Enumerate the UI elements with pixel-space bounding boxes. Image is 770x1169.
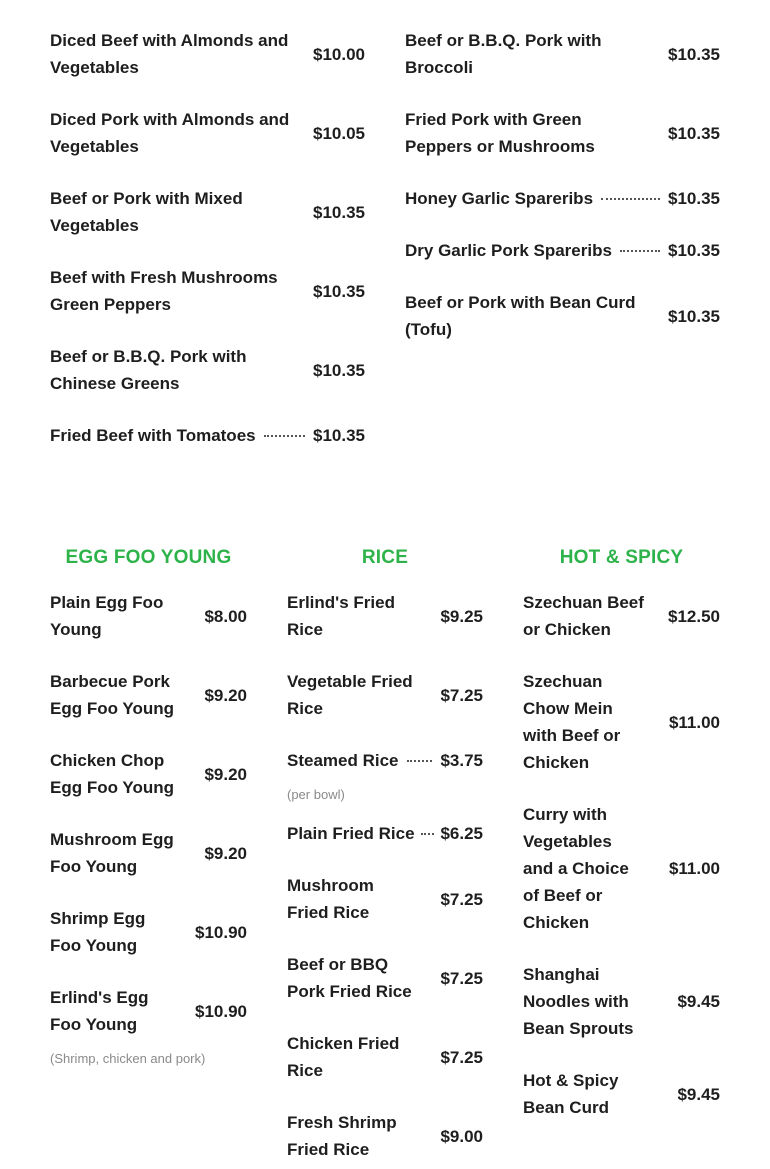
- item-name: Diced Pork with Almonds and Vegetables: [50, 110, 290, 156]
- item-name: Beef or B.B.Q. Pork with Chinese Greens: [50, 347, 247, 393]
- item-price: $9.20: [204, 843, 247, 863]
- menu-item: [50, 984, 247, 1038]
- menu-item: [523, 801, 720, 936]
- rice-heading: RICE: [361, 547, 409, 568]
- item-price: $10.35: [668, 306, 720, 326]
- item-price: $12.50: [668, 606, 720, 626]
- item-price: $3.75: [440, 751, 483, 770]
- item-name: Shanghai Noodles with Bean Sprouts: [523, 965, 634, 1038]
- item-name: Plain Egg Foo Young: [50, 593, 164, 639]
- item-price: $10.90: [195, 922, 247, 942]
- item-price: $6.25: [440, 824, 483, 843]
- item-name: Szechuan Chow Mein with Beef or Chicken: [523, 672, 621, 772]
- menu-item: [287, 589, 483, 643]
- item-price: $9.45: [677, 992, 720, 1011]
- item-name: Fried Beef with Tomatoes: [50, 426, 256, 445]
- item-name: Mushroom Egg Foo Young: [50, 830, 174, 876]
- item-price: $10.35: [668, 44, 720, 64]
- item-note: (Shrimp, chicken and pork): [50, 1051, 206, 1066]
- item-name: Hot & Spicy Bean Curd: [523, 1071, 619, 1117]
- item-name: Beef or Pork with Bean Curd (Tofu): [405, 293, 636, 339]
- item-price: $10.35: [668, 189, 720, 208]
- item-price: $10.35: [313, 202, 365, 222]
- item-price: $7.25: [440, 1047, 483, 1067]
- rice-column: [287, 0, 483, 1169]
- item-name: Erlind's Fried Rice: [287, 593, 395, 639]
- menu-item: [287, 1109, 483, 1163]
- item-price: $10.35: [668, 123, 720, 143]
- menu-item: [50, 589, 247, 643]
- hot-spicy-column: [523, 0, 720, 1130]
- item-price: $7.25: [440, 889, 483, 909]
- egg-foo-young-heading: EGG FOO YOUNG: [65, 547, 232, 568]
- item-price: $10.00: [313, 44, 365, 64]
- item-name: Szechuan Beef or Chicken: [523, 593, 644, 639]
- item-price: $7.25: [440, 685, 483, 705]
- item-name: Curry with Vegetables and a Choice of Beef or Chicken: [523, 805, 629, 932]
- item-price: $9.20: [204, 764, 247, 784]
- item-price: $9.25: [440, 606, 483, 626]
- item-name: Beef or BBQ Pork Fried Rice: [287, 955, 412, 1001]
- menu-item: [50, 826, 247, 880]
- item-price: $11.00: [668, 712, 720, 732]
- menu-item: [287, 820, 483, 847]
- item-name: Fresh Shrimp Fried Rice: [287, 1113, 397, 1159]
- item-price: $10.35: [668, 241, 720, 260]
- item-name: Steamed Rice: [287, 751, 399, 770]
- item-note: (per bowl): [287, 787, 345, 802]
- menu-item: [523, 668, 720, 776]
- item-price: $10.35: [313, 281, 365, 301]
- item-price: $8.00: [204, 606, 247, 626]
- menu-item: [287, 668, 483, 722]
- item-name: Fried Pork with Green Peppers or Mushrooms: [405, 110, 595, 156]
- item-name: Beef or B.B.Q. Pork with Broccoli: [405, 31, 602, 77]
- menu-item: [287, 872, 483, 926]
- item-price: $9.45: [677, 1084, 720, 1104]
- menu-item: [523, 961, 720, 1042]
- item-name: Dry Garlic Pork Spareribs: [405, 241, 612, 260]
- item-name: Beef or Pork with Mixed Vegetables: [50, 189, 243, 235]
- item-price: $11.00: [668, 859, 720, 878]
- menu-item: [287, 747, 483, 774]
- item-name: Chicken Chop Egg Foo Young: [50, 751, 175, 797]
- item-name: Shrimp Egg Foo Young: [50, 909, 146, 955]
- menu-item: [50, 747, 247, 801]
- egg-foo-young-column: [50, 0, 247, 1080]
- menu-item: [523, 589, 720, 643]
- item-name: Honey Garlic Spareribs: [405, 189, 594, 208]
- hot-spicy-heading: HOT & SPICY: [559, 547, 684, 568]
- item-name: Barbecue Pork Egg Foo Young: [50, 672, 175, 718]
- item-name: Mushroom Fried Rice: [287, 876, 374, 922]
- dot-leader: [421, 833, 435, 835]
- item-name: Chicken Fried Rice: [287, 1034, 400, 1080]
- menu-item: [50, 905, 247, 959]
- item-price: $9.20: [204, 685, 247, 705]
- item-name: Vegetable Fried Rice: [287, 672, 413, 718]
- item-price: $7.25: [440, 968, 483, 988]
- item-name: Plain Fried Rice: [287, 824, 415, 843]
- dot-leader: [407, 760, 433, 762]
- menu-item: [287, 1030, 483, 1084]
- item-price: $10.90: [195, 1001, 247, 1021]
- menu-item: [50, 668, 247, 722]
- item-price: $10.35: [313, 426, 365, 445]
- item-price: $10.05: [313, 123, 365, 143]
- item-price: $10.35: [313, 360, 365, 380]
- menu-item: [287, 951, 483, 1005]
- item-name: Beef with Fresh Mushrooms Green Peppers: [50, 268, 278, 314]
- item-name: Erlind's Egg Foo Young: [50, 988, 149, 1034]
- item-name: Diced Beef with Almonds and Vegetables: [50, 31, 289, 77]
- item-price: $9.00: [440, 1126, 483, 1146]
- menu-item: [523, 1067, 720, 1121]
